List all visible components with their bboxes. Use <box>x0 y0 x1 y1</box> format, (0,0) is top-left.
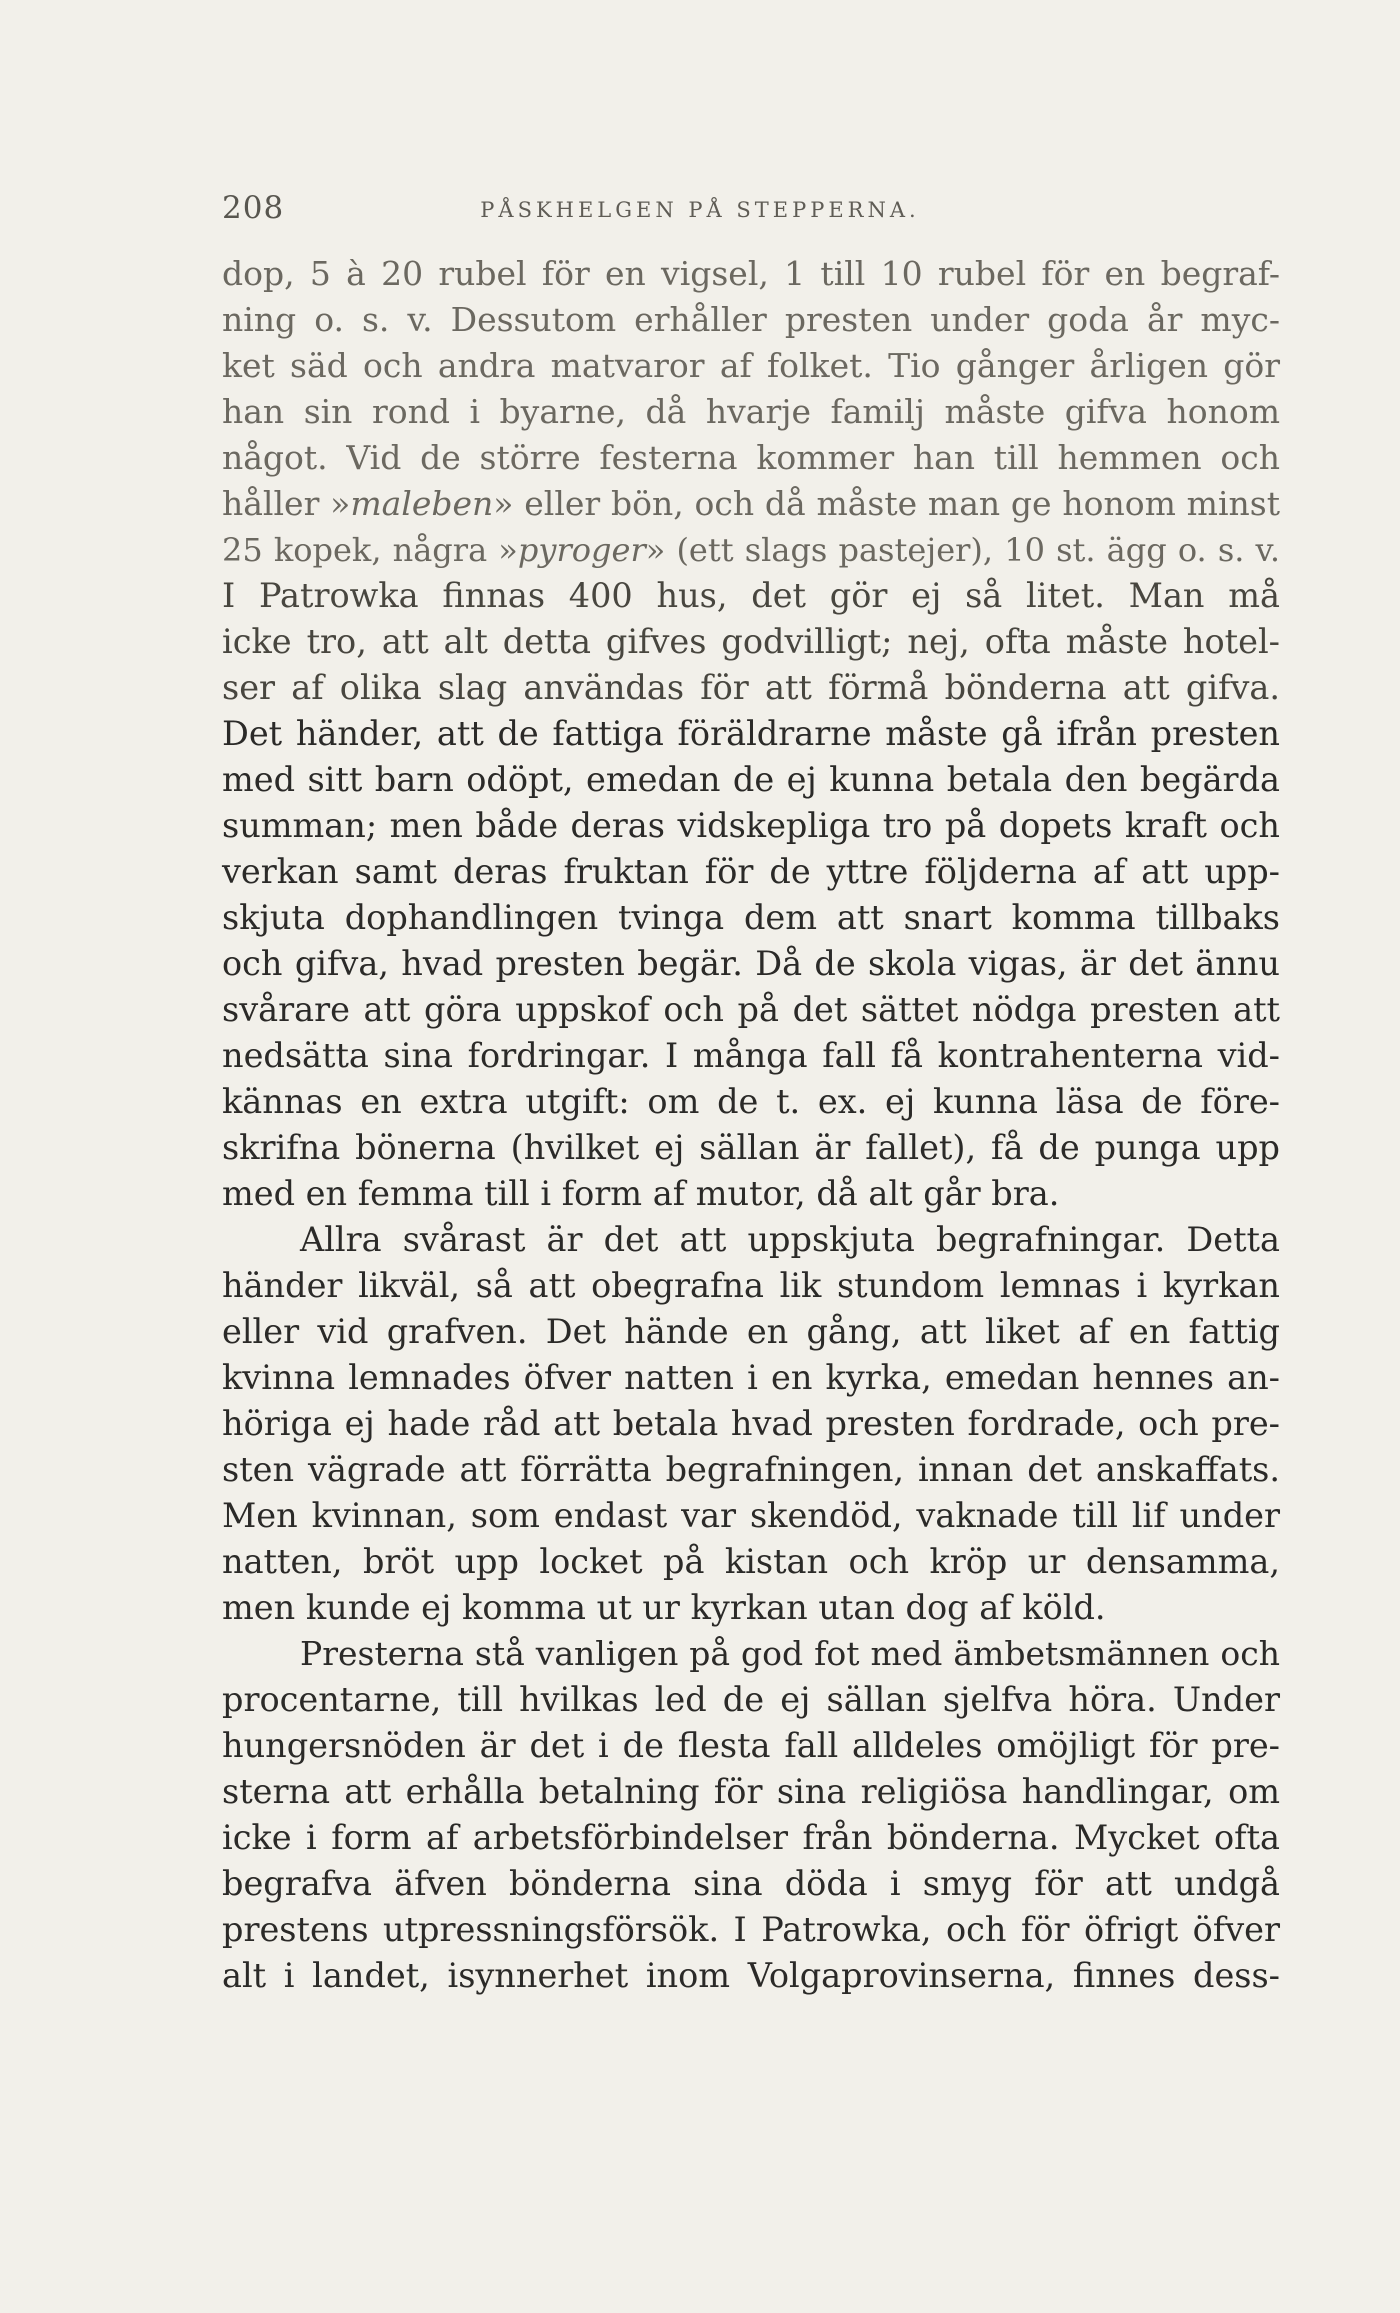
text-segment: natten, bröt upp locket på kistan och kröp ur densamma, <box>222 1542 1280 1581</box>
text-line <box>222 1493 1280 1539</box>
text-line <box>222 1217 1280 1263</box>
text-segment: procentarne, till hvilkas led de ej sällan sjelfva höra. Under <box>222 1680 1280 1719</box>
italic-term: pyroger <box>517 531 646 569</box>
running-title: PÅSKHELGEN PÅ STEPPERNA. <box>480 198 920 222</box>
italic-term: maleben <box>350 484 494 523</box>
text-line <box>222 1907 1280 1953</box>
text-line <box>222 481 1280 527</box>
text-segment: summan; men både deras vidskepliga tro på dopets kraft och <box>222 806 1280 845</box>
text-segment: begrafva äfven bönderna sina döda i smyg för att undgå <box>222 1864 1280 1903</box>
text-segment: och gifva, hvad presten begär. Då de skola vigas, är det ännu <box>222 944 1280 983</box>
text-line <box>222 1723 1280 1769</box>
text-segment: med sitt barn odöpt, emedan de ej kunna betala den begärda <box>222 760 1280 799</box>
text-segment: sten vägrade att förrätta begrafningen, innan det anskaffats. <box>222 1450 1280 1489</box>
text-line <box>222 987 1280 1033</box>
text-segment: skrifna bönerna (hvilket ej sällan är fallet), få de punga upp <box>222 1128 1280 1167</box>
text-segment: sterna att erhålla betalning för sina religiösa handlingar, om <box>222 1772 1280 1811</box>
text-line <box>222 1171 1280 1217</box>
text-line <box>222 251 1280 297</box>
text-line <box>222 1401 1280 1447</box>
text-segment: Men kvinnan, som endast var skendöd, vaknade till lif under <box>222 1496 1280 1535</box>
text-segment: ser af olika slag användas för att förmå bönderna att gifva. <box>222 668 1280 707</box>
body-text <box>222 251 1280 1999</box>
text-segment: något. Vid de större festerna kommer han till hemmen och <box>222 438 1280 477</box>
text-line <box>222 711 1280 757</box>
text-segment: I Patrowka finnas 400 hus, det gör ej så litet. Man må <box>222 576 1280 615</box>
text-segment: höriga ej hade råd att betala hvad presten fordrade, och pre- <box>222 1404 1280 1443</box>
text-segment: skjuta dophandlingen tvinga dem att snart komma tillbaks <box>222 898 1280 937</box>
text-segment: eller vid grafven. Det hände en gång, att liket af en fattig <box>222 1312 1280 1351</box>
text-line <box>222 1861 1280 1907</box>
text-line <box>222 849 1280 895</box>
text-line <box>222 1447 1280 1493</box>
text-segment: Presterna stå vanligen på god fot med ämbetsmännen och <box>300 1634 1280 1673</box>
text-line <box>222 1355 1280 1401</box>
text-line <box>222 1539 1280 1585</box>
text-line <box>222 1677 1280 1723</box>
text-segment: » (ett slags pastejer), 10 st. ägg o. s. v. <box>645 531 1281 569</box>
text-line <box>222 803 1280 849</box>
text-line <box>222 1769 1280 1815</box>
text-line <box>222 941 1280 987</box>
text-line <box>222 435 1280 481</box>
text-line <box>222 343 1280 389</box>
text-line <box>222 573 1280 619</box>
text-segment: nedsätta sina fordringar. I många fall få kontrahenterna vid- <box>222 1036 1280 1075</box>
text-line <box>222 1631 1280 1677</box>
text-segment: icke tro, att alt detta gifves godvilligt; nej, ofta måste hotel- <box>222 622 1280 661</box>
text-segment: Allra svårast är det att uppskjuta begrafningar. Detta <box>300 1220 1280 1259</box>
text-line <box>222 1815 1280 1861</box>
text-line <box>222 1263 1280 1309</box>
page-number: 208 <box>222 190 285 226</box>
text-segment: verkan samt deras fruktan för de yttre följderna af att upp- <box>222 852 1280 891</box>
text-line <box>222 389 1280 435</box>
text-segment: han sin rond i byarne, då hvarje familj måste gifva honom <box>222 392 1280 431</box>
text-segment: ket säd och andra matvaror af folket. Tio gånger årligen gör <box>222 346 1280 385</box>
text-line <box>222 297 1280 343</box>
text-segment: 25 kopek, några » <box>222 531 518 569</box>
text-segment: ning o. s. v. Dessutom erhåller presten under goda år myc- <box>222 300 1280 339</box>
text-segment: händer likväl, så att obegrafna lik stundom lemnas i kyrkan <box>222 1266 1280 1305</box>
text-segment: prestens utpressningsförsök. I Patrowka, och för öfrigt öfver <box>222 1910 1280 1949</box>
text-segment: » eller bön, och då måste man ge honom minst <box>493 484 1280 523</box>
text-line <box>222 1079 1280 1125</box>
text-segment: icke i form af arbetsförbindelser från bönderna. Mycket ofta <box>222 1818 1280 1857</box>
text-segment: men kunde ej komma ut ur kyrkan utan dog af köld. <box>222 1588 1106 1627</box>
text-line <box>222 895 1280 941</box>
text-line <box>222 1953 1280 1999</box>
text-line <box>222 1585 1280 1631</box>
text-line <box>222 1309 1280 1355</box>
text-segment: kvinna lemnades öfver natten i en kyrka, emedan hennes an- <box>222 1358 1280 1397</box>
text-segment: kännas en extra utgift: om de t. ex. ej kunna läsa de före- <box>222 1082 1280 1121</box>
text-line <box>222 665 1280 711</box>
text-segment: med en femma till i form af mutor, då alt går bra. <box>222 1174 1060 1213</box>
text-segment: alt i landet, isynnerhet inom Volgaprovinserna, finnes dess- <box>222 1956 1280 1995</box>
text-line <box>222 527 1280 573</box>
text-line <box>222 1033 1280 1079</box>
text-line <box>222 619 1280 665</box>
text-segment: svårare att göra uppskof och på det sättet nödga presten att <box>222 990 1280 1029</box>
text-line <box>222 1125 1280 1171</box>
text-segment: Det händer, att de fattiga föräldrarne måste gå ifrån presten <box>222 714 1280 753</box>
text-segment: håller » <box>222 484 351 523</box>
text-line <box>222 757 1280 803</box>
text-segment: hungersnöden är det i de flesta fall alldeles omöjligt för pre- <box>222 1726 1280 1765</box>
text-segment: dop, 5 à 20 rubel för en vigsel, 1 till 10 rubel för en begraf- <box>222 254 1280 293</box>
